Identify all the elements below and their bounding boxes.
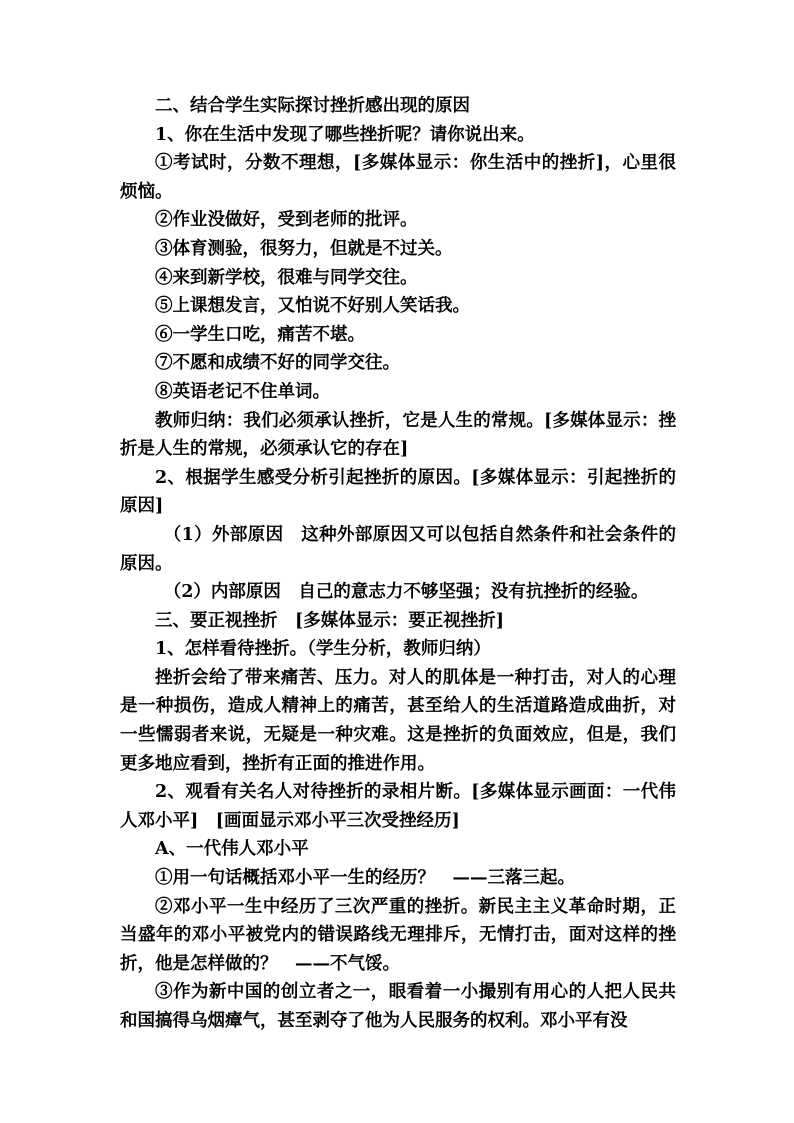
list-item: ③作为新中国的创立者之一，眼看着一小撮别有用心的人把人民共和国搞得乌烟瘴气，甚至剥夺了他为人民服务的权利。邓小平有没 — [120, 982, 676, 1031]
section-heading-face-frustration: 三、要正视挫折 [多媒体显示：要正视挫折] — [155, 610, 505, 631]
document-body — [120, 92, 676, 1036]
cause-external: （1）外部原因 这种外部原因又可以包括自然条件和社会条件的原因。 — [120, 524, 676, 574]
list-item: ②邓小平一生中经历了三次严重的挫折。新民主主义革命时期，正当盛年的邓小平被党内的错误路线无理排斥，无情打击，面对这样的挫折，他是怎样做的？ ——不气馁。 — [120, 896, 676, 974]
list-item: ⑧英语老记不住单词。 — [155, 381, 330, 402]
body-paragraph: 挫折会给了带来痛苦、压力。对人的肌体是一种打击，对人的心理是一种损伤，造成人精神上的痛苦，甚至给人的生活道路造成曲折，对一些懦弱者来说，无疑是一种灾难。这是挫折的负面效应，但是，我们更多地应看到，挫折有正面的推进作用。 — [120, 667, 676, 774]
cause-internal: （2）内部原因 自己的意志力不够坚强；没有抗挫折的经验。 — [163, 582, 649, 603]
list-item: ⑤上课想发言，又怕说不好别人笑话我。 — [155, 296, 470, 317]
list-item: ④来到新学校，很难与同学交往。 — [155, 267, 418, 288]
list-item: ③体育测验，很努力，但就是不过关。 — [155, 238, 453, 259]
teacher-summary: 教师归纳：我们必须承认挫折，它是人生的常规。[多媒体显示：挫折是人生的常规，必须承认它的存在] — [120, 410, 676, 460]
subheading-deng-xiaoping: A、一代伟人邓小平 — [155, 839, 309, 860]
question-watch-video: 2、观看有关名人对待挫折的录相片断。[多媒体显示画面：一代伟人邓小平] [画面显示邓小平三次受挫经历] — [120, 782, 676, 831]
list-item: ①考试时，分数不理想，[多媒体显示：你生活中的挫折]，心里很烦恼。 — [120, 153, 676, 202]
list-item: ⑦不愿和成绩不好的同学交往。 — [155, 353, 400, 374]
section-heading-causes: 二、结合学生实际探讨挫折感出现的原因 — [155, 96, 470, 116]
list-item: ②作业没做好，受到老师的批评。 — [155, 210, 418, 231]
question-view-frustration: 1、怎样看待挫折。（学生分析，教师归纳） — [155, 639, 491, 660]
question-2: 2、根据学生感受分析引起挫折的原因。[多媒体显示：引起挫折的原因] — [120, 467, 676, 517]
list-item: ⑥一学生口吃，痛苦不堪。 — [155, 324, 365, 345]
question-1: 1、你在生活中发现了哪些挫折呢？请你说出来。 — [155, 124, 535, 145]
list-item: ①用一句话概括邓小平一生的经历？ ——三落三起。 — [155, 868, 575, 889]
